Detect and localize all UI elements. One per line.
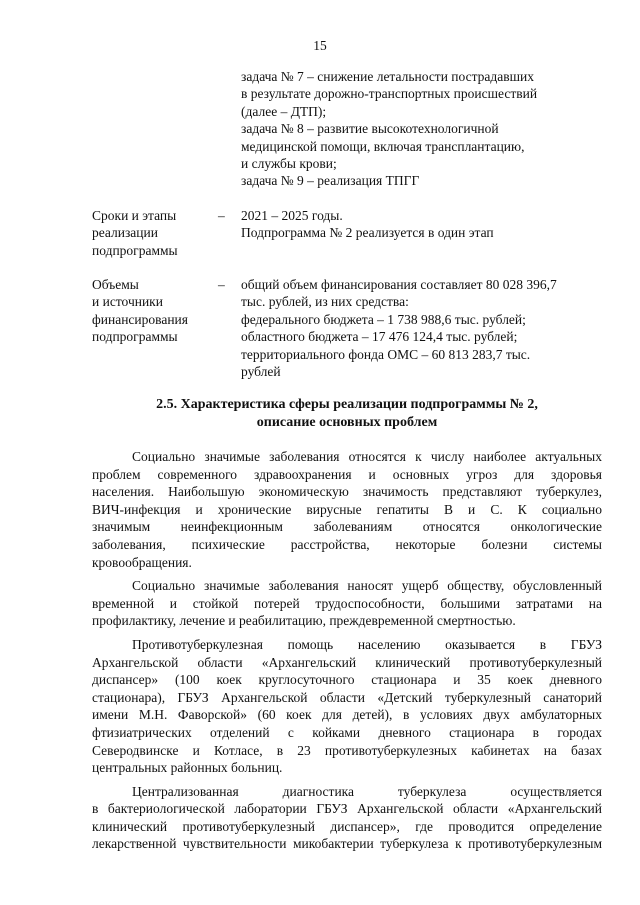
text-line: значимым неинфекционным заболеваниям относятся онкологические	[92, 519, 602, 535]
text-line: временной и стойкой потерей трудоспособности, большими затратами на	[92, 595, 602, 611]
section-heading	[92, 396, 602, 432]
text-line: кровообращения.	[92, 554, 192, 570]
value-line: территориального фонда ОМС – 60 813 283,7 тыс.	[241, 346, 531, 362]
text-line: фтизиатрических отделений с койками дневного стационара в городах	[92, 724, 602, 740]
financing-value	[241, 276, 601, 380]
label-line: и источники	[92, 294, 163, 310]
paragraph	[92, 577, 602, 630]
value-line: рублей	[241, 364, 281, 380]
task-line: в результате дорожно-транспортных происшествий	[241, 86, 538, 102]
text-line: Централизованная диагностика туберкулеза осуществляется	[132, 783, 602, 799]
task-line: и службы крови;	[241, 156, 337, 172]
paragraph	[92, 783, 602, 853]
label-line: Сроки и этапы	[92, 208, 177, 223]
text-line: в бактериологической лаборатории ГБУЗ Архангельской области «Архангельский	[92, 801, 602, 817]
task-line: задача № 8 – развитие высокотехнологичной	[241, 121, 499, 137]
terms-dash: –	[218, 208, 225, 223]
text-line: Социально значимые заболевания относятся к числу наиболее актуальных	[132, 449, 602, 464]
text-line: лекарственной чувствительности микобактерии туберкулеза к противотуберкулезным	[92, 836, 602, 852]
terms-value	[241, 207, 601, 242]
text-line: Северодвинске и Котласе, в 23 противотуберкулезных кабинетах на базах	[92, 742, 602, 758]
label-line: подпрограммы	[92, 329, 178, 345]
label-line: подпрограммы	[92, 242, 178, 258]
text-line: населения. Наибольшую экономическую значимость представляют туберкулез,	[92, 484, 602, 500]
text-line: Противотуберкулезная помощь населению оказывается в ГБУЗ	[132, 636, 602, 652]
task-line: медицинской помощи, включая трансплантацию,	[241, 138, 525, 154]
text-line: профилактику, лечение и реабилитацию, преждевременной смертностью.	[92, 613, 516, 629]
terms-label	[92, 207, 178, 259]
heading-line: 2.5. Характеристика сферы реализации подпрограммы № 2,	[156, 397, 538, 412]
value-line: общий объем финансирования составляет 80 028 396,7	[241, 277, 557, 292]
task-line: (далее – ДТП);	[241, 103, 327, 119]
tasks-continuation	[241, 68, 601, 190]
body-text	[92, 448, 602, 859]
text-line: Архангельской области «Архангельский клинический противотуберкулезный	[92, 654, 602, 670]
value-line: тыс. рублей, из них средства:	[241, 294, 409, 310]
text-line: имени М.Н. Фаворской» (60 коек для детей), в условиях двух амбулаторных	[92, 707, 602, 723]
label-line: реализации	[92, 225, 158, 241]
heading-line: описание основных проблем	[256, 415, 438, 430]
value-line: Подпрограмма № 2 реализуется в один этап	[241, 225, 494, 241]
paragraph	[92, 636, 602, 777]
page-number: 15	[313, 38, 327, 53]
paragraph	[92, 448, 602, 571]
task-line: задача № 7 – снижение летальности пострадавших	[241, 69, 535, 84]
text-line: диспансер» (100 коек круглосуточного стационара и 35 коек дневного	[92, 672, 602, 688]
value-line: областного бюджета – 17 476 124,4 тыс. рублей;	[241, 329, 518, 345]
label-line: финансирования	[92, 311, 188, 327]
text-line: проблем современного здравоохранения и основных угроз для здоровья	[92, 466, 602, 482]
label-line: Объемы	[92, 277, 139, 292]
financing-dash: –	[218, 277, 225, 292]
text-line: ВИЧ-инфекция и хронические вирусные гепатиты В и С. К социально	[92, 501, 602, 517]
text-line: Социально значимые заболевания наносят ущерб обществу, обусловленный	[132, 578, 602, 594]
text-line: центральных районных больниц.	[92, 760, 283, 776]
value-line: федерального бюджета – 1 738 988,6 тыс. рублей;	[241, 311, 526, 327]
text-line: заболевания, психические расстройства, некоторые болезни системы	[92, 536, 602, 552]
text-line: клинический противотуберкулезный диспансер», где проводится определение	[92, 818, 602, 834]
text-line: стационара), ГБУЗ Архангельской области «Детский туберкулезный санаторий	[92, 689, 602, 705]
value-line: 2021 – 2025 годы.	[241, 208, 343, 223]
task-line: задача № 9 – реализация ТПГГ	[241, 173, 420, 189]
financing-label	[92, 276, 188, 346]
